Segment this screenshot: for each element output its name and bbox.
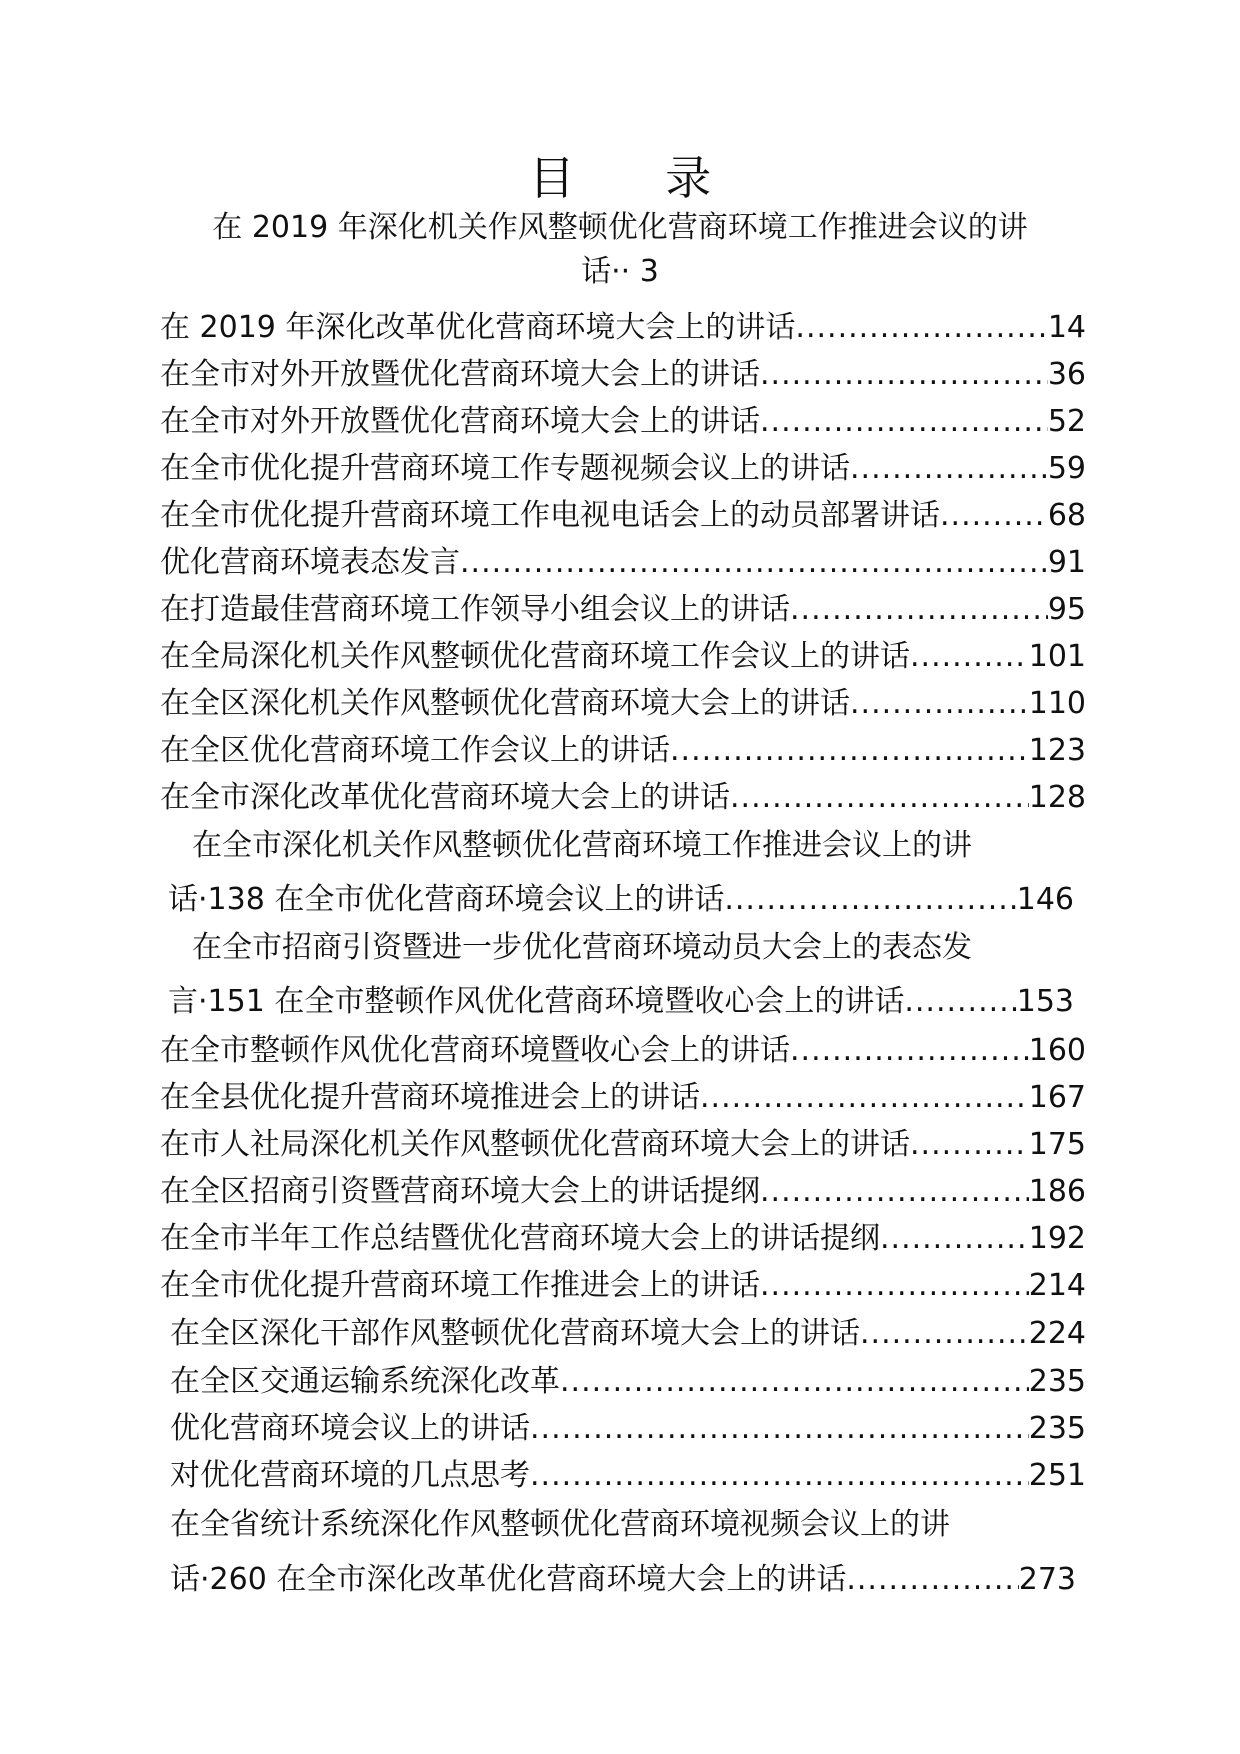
toc-entry-title: 在市人社局深化机关作风整顿优化营商环境大会上的讲话 [160,1127,910,1162]
toc-entry[interactable] [160,496,1086,536]
toc-entry[interactable] [170,1560,1076,1600]
toc-entry-title: 在全区交通运输系统深化改革 [170,1364,560,1399]
toc-entry-page: 160 [1028,1033,1086,1068]
toc-entry-wrapped-line2[interactable]: 话·· 3 [581,254,659,289]
toc-entry-page: 52 [1047,404,1086,439]
dot-leader [850,449,1048,489]
toc-entry-title: 在全市整顿作风优化营商环境暨收心会上的讲话 [160,1033,790,1068]
toc-entry-page: 101 [1028,639,1086,674]
dot-leader [700,1078,1029,1118]
toc-entry-title: 在全市对外开放暨优化营商环境大会上的讲话 [160,357,760,392]
toc-entry-page: 36 [1047,357,1086,392]
dot-leader [730,778,1029,818]
toc-entry-page: 68 [1047,498,1086,533]
dot-leader [760,402,1048,442]
toc-entry-page: 14 [1047,310,1086,345]
toc-entry[interactable] [160,449,1086,489]
dot-leader [790,1031,1029,1071]
toc-entry-title: 言·151 在全市整顿作风优化营商环境暨收心会上的讲话 [168,984,905,1019]
toc-entry[interactable] [160,731,1086,771]
dot-leader [850,684,1029,724]
toc-entry-title: 在全市对外开放暨优化营商环境大会上的讲话 [160,404,760,439]
toc-entry-wrapped-line1[interactable]: 在全市深化机关作风整顿优化营商环境工作推进会议上的讲 [192,828,972,863]
toc-entry-page: 251 [1028,1458,1086,1493]
toc-entry-page: 153 [1016,984,1074,1019]
toc-entry[interactable] [170,1409,1086,1449]
toc-entry-page: 192 [1028,1221,1086,1256]
dot-leader [846,1560,1018,1600]
toc-entry-page: 273 [1018,1562,1076,1597]
dot-leader [760,1172,1029,1212]
toc-entry-page: 186 [1028,1174,1086,1209]
toc-entry-title: 优化营商环境会议上的讲话 [170,1411,530,1446]
toc-entry-title: 在全区深化干部作风整顿优化营商环境大会上的讲话 [170,1316,860,1351]
toc-entry-title: 在全区招商引资暨营商环境大会上的讲话提纲 [160,1174,760,1209]
toc-entry-title: 在全县优化提升营商环境推进会上的讲话 [160,1080,700,1115]
toc-entry[interactable] [168,982,1074,1022]
toc-entry[interactable] [170,1314,1086,1354]
dot-leader [910,1125,1029,1165]
toc-entry-page: 95 [1047,592,1086,627]
toc-entry[interactable] [160,1125,1086,1165]
dot-leader [670,731,1029,771]
dot-leader [460,543,1048,583]
toc-entry-page: 235 [1028,1364,1086,1399]
toc-entry-title: 在全市优化提升营商环境工作电视电话会上的动员部署讲话 [160,498,940,533]
toc-entry-page: 59 [1047,451,1086,486]
toc-entry[interactable] [160,1172,1086,1212]
toc-entry[interactable] [168,880,1074,920]
toc-entry[interactable] [160,355,1086,395]
dot-leader [790,590,1048,630]
toc-entry-title: 在全区深化机关作风整顿优化营商环境大会上的讲话 [160,686,850,721]
dot-leader [795,308,1047,348]
toc-entry[interactable] [170,1456,1086,1496]
dot-leader [560,1362,1029,1402]
toc-entry[interactable] [160,778,1086,818]
dot-leader [724,880,1016,920]
toc-entry-wrapped-line1[interactable]: 在 2019 年深化机关作风整顿优化营商环境工作推进会议的讲 [212,210,1028,245]
toc-entry[interactable] [160,308,1086,348]
toc-entry-title: 在 2019 年深化改革优化营商环境大会上的讲话 [160,310,796,345]
toc-entry-wrapped-line1[interactable]: 在全市招商引资暨进一步优化营商环境动员大会上的表态发 [192,930,972,965]
toc-entry[interactable] [160,637,1086,677]
toc-entry[interactable] [160,590,1086,630]
toc-entry-title: 在全市优化提升营商环境工作专题视频会议上的讲话 [160,451,850,486]
toc-entry-page: 91 [1047,545,1086,580]
dot-leader [904,982,1016,1022]
toc-entry-page: 167 [1028,1080,1086,1115]
dot-leader [880,1219,1029,1259]
dot-leader [860,1314,1029,1354]
toc-entry-page: 110 [1028,686,1086,721]
toc-entry-page: 235 [1028,1411,1086,1446]
toc-entry-wrapped-line1[interactable]: 在全省统计系统深化作风整顿优化营商环境视频会议上的讲 [170,1507,950,1542]
toc-entry[interactable] [160,1031,1086,1071]
toc-entry[interactable] [160,543,1086,583]
toc-entry-page: 214 [1028,1268,1086,1303]
toc-entry[interactable] [160,1266,1086,1306]
toc-entry-page: 224 [1028,1316,1086,1351]
toc-entry-title: 优化营商环境表态发言 [160,545,460,580]
dot-leader [530,1409,1029,1449]
dot-leader [760,1266,1029,1306]
toc-entry-title: 在全区优化营商环境工作会议上的讲话 [160,733,670,768]
toc-entry-title: 在打造最佳营商环境工作领导小组会议上的讲话 [160,592,790,627]
toc-entry-title: 在全市半年工作总结暨优化营商环境大会上的讲话提纲 [160,1221,880,1256]
toc-entry-title: 话·260 在全市深化改革优化营商环境大会上的讲话 [170,1562,847,1597]
toc-entry[interactable] [170,1362,1086,1402]
toc-entry-page: 128 [1028,780,1086,815]
toc-entry-title: 对优化营商环境的几点思考 [170,1458,530,1493]
toc-entry-page: 123 [1028,733,1086,768]
toc-entry-title: 话·138 在全市优化营商环境会议上的讲话 [168,882,725,917]
dot-leader [940,496,1048,536]
toc-heading: 目 录 [528,151,750,205]
toc-entry-title: 在全局深化机关作风整顿优化营商环境工作会议上的讲话 [160,639,910,674]
dot-leader [760,355,1048,395]
dot-leader [910,637,1029,677]
toc-entry[interactable] [160,684,1086,724]
toc-entry-title: 在全市优化提升营商环境工作推进会上的讲话 [160,1268,760,1303]
toc-entry-page: 146 [1016,882,1074,917]
toc-entry[interactable] [160,1078,1086,1118]
dot-leader [530,1456,1029,1496]
toc-entry[interactable] [160,402,1086,442]
toc-entry[interactable] [160,1219,1086,1259]
toc-entry-title: 在全市深化改革优化营商环境大会上的讲话 [160,780,730,815]
toc-entry-page: 175 [1028,1127,1086,1162]
